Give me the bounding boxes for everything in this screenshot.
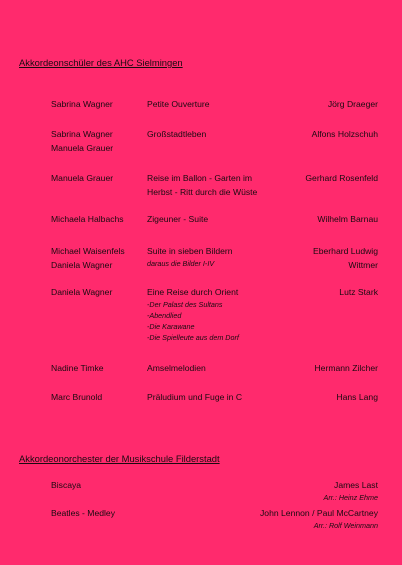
subtitle-line: -Der Palast des Sultans: [147, 300, 223, 309]
performer-name: Daniela Wagner: [51, 287, 113, 297]
title-line: Herbst - Ritt durch die Wüste: [147, 187, 258, 197]
piece-title: [147, 244, 233, 269]
composer-name: Eberhard Ludwig: [313, 246, 378, 256]
composer: [328, 97, 378, 111]
performers: [51, 212, 124, 226]
piece-title: [147, 97, 210, 111]
performer-name: Nadine Timke: [51, 363, 104, 373]
performers: [51, 244, 125, 272]
performer-name: Sabrina Wagner: [51, 99, 113, 109]
performer-name: Michaela Halbachs: [51, 214, 124, 224]
composer-name: Hans Lang: [336, 392, 378, 402]
piece-title: [147, 361, 206, 375]
composer-name: Wittmer: [348, 260, 378, 270]
composer: [312, 127, 378, 141]
composer-name: Jörg Draeger: [327, 99, 378, 109]
performer-name: Marc Brunold: [51, 392, 103, 402]
piece-title: [147, 171, 257, 199]
performer-name: Manuela Grauer: [51, 173, 114, 183]
performers: [51, 97, 113, 111]
performer-name: Daniela Wagner: [51, 260, 113, 270]
piece-title: [147, 127, 206, 141]
composer: [260, 506, 378, 531]
composer: [317, 212, 378, 226]
performers: [51, 171, 113, 185]
performer-name: Manuela Grauer: [51, 143, 114, 153]
piece-title: [147, 285, 239, 343]
composer: [305, 171, 378, 185]
title-line: Präludium und Fuge in C: [147, 392, 243, 402]
composer-name: Wilhelm Barnau: [317, 214, 378, 224]
title-line: Zigeuner - Suite: [147, 214, 209, 224]
performers: [51, 390, 102, 404]
composer-name: James Last: [334, 480, 378, 490]
composer-name: Gerhard Rosenfeld: [305, 173, 378, 183]
arranger: Arr.: Rolf Weinmann: [313, 521, 378, 530]
composer: [339, 285, 378, 299]
subtitle-line: -Die Spielleute aus dem Dorf: [147, 333, 239, 342]
piece-title: Biscaya: [51, 480, 82, 490]
title-line: Großstadtleben: [147, 129, 207, 139]
piece-title: [147, 212, 208, 226]
subtitle-line: -Abendlied: [147, 311, 182, 320]
title-line: Amselmelodien: [147, 363, 206, 373]
composer: [336, 390, 378, 404]
arranger: Arr.: Heinz Ehme: [323, 493, 378, 502]
composer: [324, 478, 378, 503]
performers: [51, 285, 112, 299]
performers: [51, 361, 104, 375]
section-heading-students: Akkordeonschüler des AHC Sielmingen: [19, 57, 183, 68]
performer-name: Sabrina Wagner: [51, 129, 113, 139]
title-line: Reise im Ballon - Garten im: [147, 173, 253, 183]
subtitle-line: daraus die Bilder I-IV: [147, 259, 215, 268]
composer-name: Alfons Holzschuh: [311, 129, 378, 139]
title-line: Petite Ouverture: [147, 99, 210, 109]
performers: [51, 127, 113, 155]
subtitle-line: -Die Karawane: [147, 322, 195, 331]
composer-name: Hermann Zilcher: [314, 363, 378, 373]
composer: [313, 244, 378, 272]
section-heading-orchestra: Akkordeonorchester der Musikschule Filderstadt: [19, 453, 220, 464]
title-line: Suite in sieben Bildern: [147, 246, 233, 256]
piece-title: Beatles - Medley: [51, 508, 116, 518]
performer-name: Michael Waisenfels: [51, 246, 125, 256]
composer-name: John Lennon / Paul McCartney: [260, 508, 378, 518]
composer-name: Lutz Stark: [339, 287, 378, 297]
piece-title: [147, 390, 242, 404]
title-line: Eine Reise durch Orient: [147, 287, 239, 297]
composer: [314, 361, 378, 375]
